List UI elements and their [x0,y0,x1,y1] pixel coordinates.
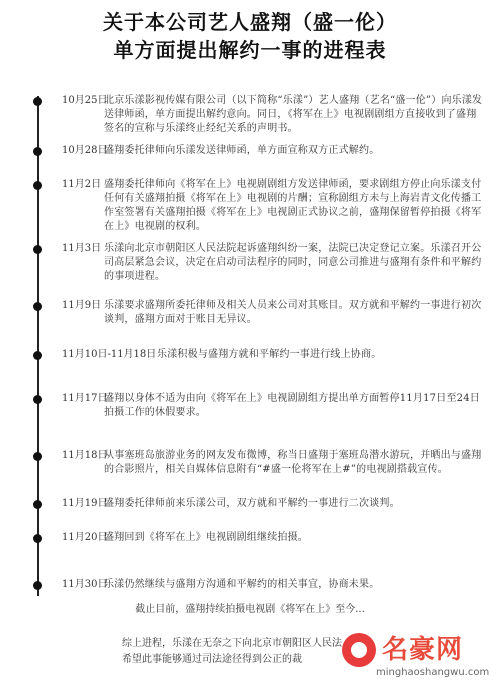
document-title-line1: 关于本公司艺人盛翔（盛一伦） [103,10,397,34]
timeline-dot-icon [33,500,42,509]
entry-date: 11月19日 [62,498,108,509]
footer-line2: 希望此事能够通过司法途径得到公正的裁 [122,654,302,665]
entry-text: 盛翔以身体不适为由向《将军在上》电视剧剧组方提出单方面暂停11月17日至24日拍摄工作的休假要求。 [104,393,480,418]
entry-text: 乐漾要求盛翔所委托律师及相关人员来公司对其账目。双方就和平解约一事进行初次谈判，盛翔方面对于账目无异议。 [104,300,482,325]
entry-date: 11月20日 [62,532,108,543]
closing-note: 截止目前，盛翔持续拍摄电视剧《将军在上》至今... [135,604,365,615]
timeline-dot-icon [33,97,42,106]
watermark-brand: 名豪网 [382,635,464,665]
timeline-dot-icon [33,395,42,404]
entry-date: 11月2日 [62,179,102,190]
timeline-dot-icon [33,351,42,360]
timeline-dot-icon [33,181,42,190]
entry-text: 从事塞班岛旅游业务的网友发布微博，称当日盛翔于塞班岛潜水游玩，并晒出与盛翔的合影照片，相关自媒体信息附有“#盛一伦将军在上#”的电视剧搭载宣传。 [104,450,482,475]
entry-date: 11月30日 [62,579,108,590]
document-title-line2: 单方面提出解约一事的进程表 [113,38,387,62]
entry-text: 乐漾仍然继续与盛翔方沟通和平解约的相关事宜，协商未果。 [104,579,380,590]
entry-date: 11月17日 [62,393,108,404]
timeline-dot-icon [33,302,42,311]
timeline-dot-icon [33,534,42,543]
entry-text: 盛翔委托律师前来乐漾公司，双方就和平解约一事进行二次谈判。 [104,498,400,509]
entry-text: 盛翔委托律师向《将军在上》电视剧剧组方发送律师函，要求剧组方停止向乐漾支付任何有关盛翔拍摄《将军在上》电视剧的片酬；宣称剧组方未与上海岩青文化传播工作室签署有关盛翔拍摄《将军在上》电视剧正式协议之前，盛翔保留暂停拍摄《将军在上》电视剧的权利。 [104,179,482,232]
timeline-dot-icon [33,147,42,156]
timeline-dot-icon [33,452,42,461]
timeline-line [37,96,39,596]
watermark-url: minghaoshangwu.com [376,667,490,678]
entry-date: 11月9日 [62,300,102,311]
entry-text: 北京乐漾影视传媒有限公司（以下简称“乐漾”）艺人盛翔（艺名“盛一伦”）向乐漾发送律师函，单方面提出解约意向。同日，《将军在上》电视剧剧组方直接收到了盛翔签名的宣称与乐漾终止经纪关系的声明书。 [104,95,483,134]
entry-text: 乐漾积极与盛翔方就和平解约一事进行线上协商。 [157,349,382,360]
watermark [342,629,492,685]
timeline-dot-icon [33,245,42,254]
entry-text: 盛翔委托律师向乐漾发送律师函，单方面宣称双方正式解约。 [104,145,380,156]
timeline-dot-icon [33,581,42,590]
entry-text: 乐漾向北京市朝阳区人民法院起诉盛翔纠纷一案，法院已决定登记立案。乐漾召开公司高层紧急会议，决定在启动司法程序的同时，同意公司推进与盛翔有条件和平解约的事项进程。 [104,243,482,282]
entry-date: 10月28日 [62,145,108,156]
entry-date: 11月10日-11月18日 [62,349,157,360]
entry-date: 11月18日 [62,450,108,461]
footer-line1: 综上进程，乐漾在无奈之下向北京市朝阳区人民法 [122,638,342,649]
entry-date: 10月25日 [62,95,108,106]
watermark-logo-icon [342,633,376,667]
entry-text: 盛翔回到《将军在上》电视剧剧组继续拍摄。 [104,532,308,543]
entry-date: 11月3日 [62,243,102,254]
